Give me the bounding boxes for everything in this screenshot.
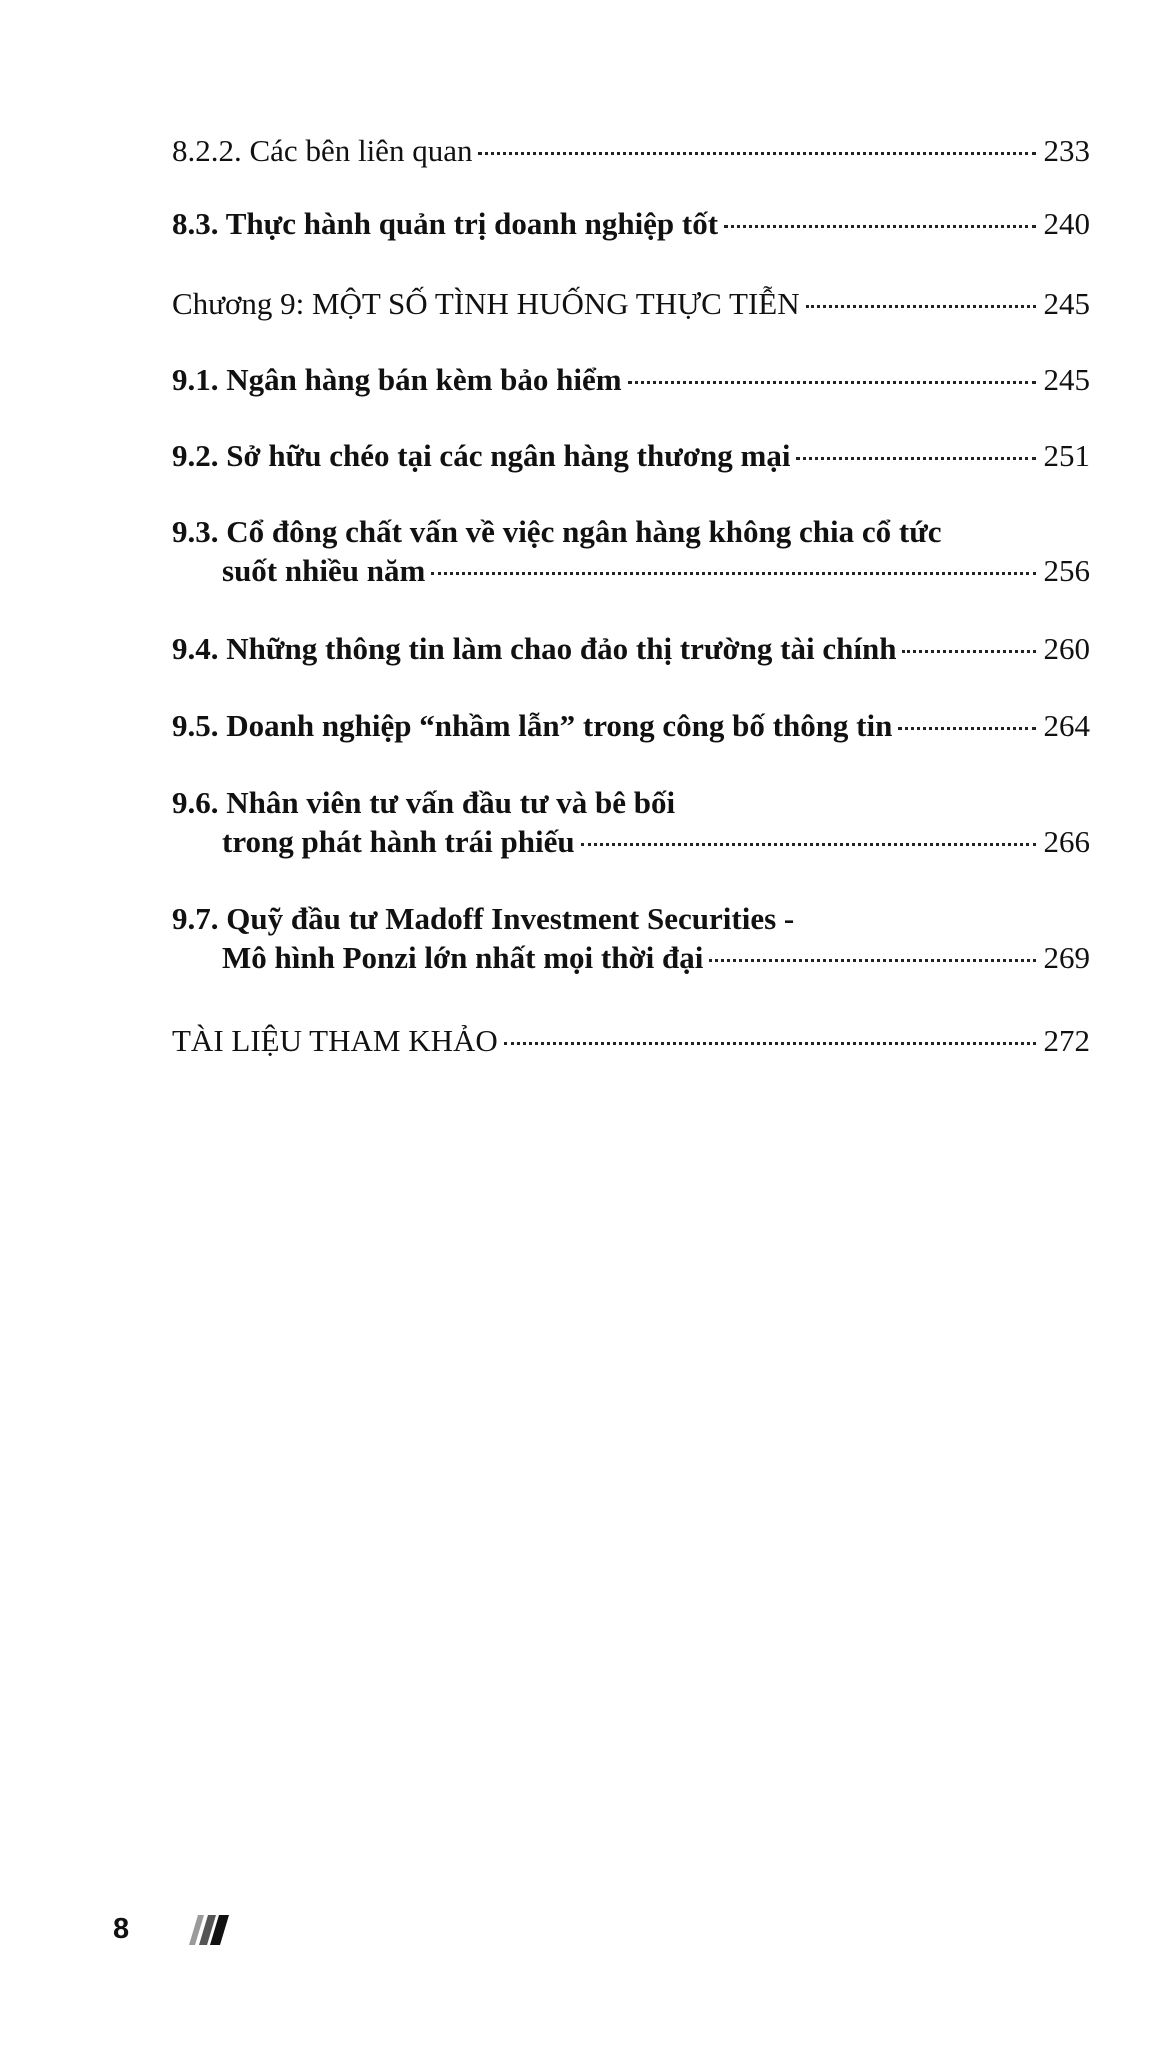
toc-entry [172,899,1090,977]
toc-entry [172,706,1090,745]
toc-entry [172,204,1090,243]
toc-entry-title: 9.5. Doanh nghiệp “nhầm lẫn” trong công bố thông tin [172,708,893,743]
toc-entry [172,783,1090,861]
toc-entry [172,360,1090,399]
toc-page-number: 240 [1043,206,1090,241]
toc-chapter-title: Chương 9: MỘT SỐ TÌNH HUỐNG THỰC TIỄN [172,286,800,321]
toc-entry-title: 8.2.2. Các bên liên quan [172,133,473,168]
toc-entry [172,512,1090,590]
dot-leader [796,457,1035,460]
toc-entry [172,436,1090,475]
toc-entry-title: 9.6. Nhân viên tư vấn đầu tư và bê bối [172,785,676,820]
dot-leader [806,305,1036,308]
toc-entry [172,284,1090,323]
dot-leader [628,381,1036,384]
double-slash-ornament-icon [186,1913,232,1947]
toc-page-number: 269 [1043,940,1090,975]
toc-entry-title: 9.4. Những thông tin làm chao đảo thị trường tài chính [172,631,897,666]
toc-page-number: 245 [1043,362,1090,397]
toc-page-number: 256 [1043,553,1090,588]
toc-entry-title-continued: Mô hình Ponzi lớn nhất mọi thời đại [222,940,704,975]
dot-leader [581,843,1036,846]
toc-entry-title: 9.7. Quỹ đầu tư Madoff Investment Securities - [172,901,795,936]
toc-page-number: 272 [1043,1023,1090,1058]
toc-page-number: 260 [1043,631,1090,666]
dot-leader [431,572,1035,575]
toc-entry-title: 9.3. Cổ đông chất vấn về việc ngân hàng không chia cổ tức [172,514,942,549]
dot-leader [709,959,1035,962]
toc-references-title: TÀI LIỆU THAM KHẢO [172,1023,498,1058]
toc-entry [172,629,1090,668]
dot-leader [478,152,1035,155]
page-number: 8 [113,1913,130,1945]
toc-entry-title: 9.2. Sở hữu chéo tại các ngân hàng thương mại [172,438,791,473]
dot-leader [898,727,1035,730]
dot-leader [504,1042,1036,1045]
dot-leader [724,225,1035,228]
toc-page-number: 264 [1043,708,1090,743]
toc-page-number: 233 [1043,133,1090,168]
toc-page-number: 266 [1043,824,1090,859]
toc-entry [172,131,1090,170]
toc-entry [172,1021,1090,1060]
dot-leader [902,650,1035,653]
toc-entry-title: 8.3. Thực hành quản trị doanh nghiệp tốt [172,206,719,241]
toc-entry-title-continued: suốt nhiều năm [222,553,426,588]
toc-page-number: 251 [1043,438,1090,473]
toc-entry-title: 9.1. Ngân hàng bán kèm bảo hiểm [172,362,622,397]
toc-page-number: 245 [1043,286,1090,321]
toc-entry-title-continued: trong phát hành trái phiếu [222,824,575,859]
